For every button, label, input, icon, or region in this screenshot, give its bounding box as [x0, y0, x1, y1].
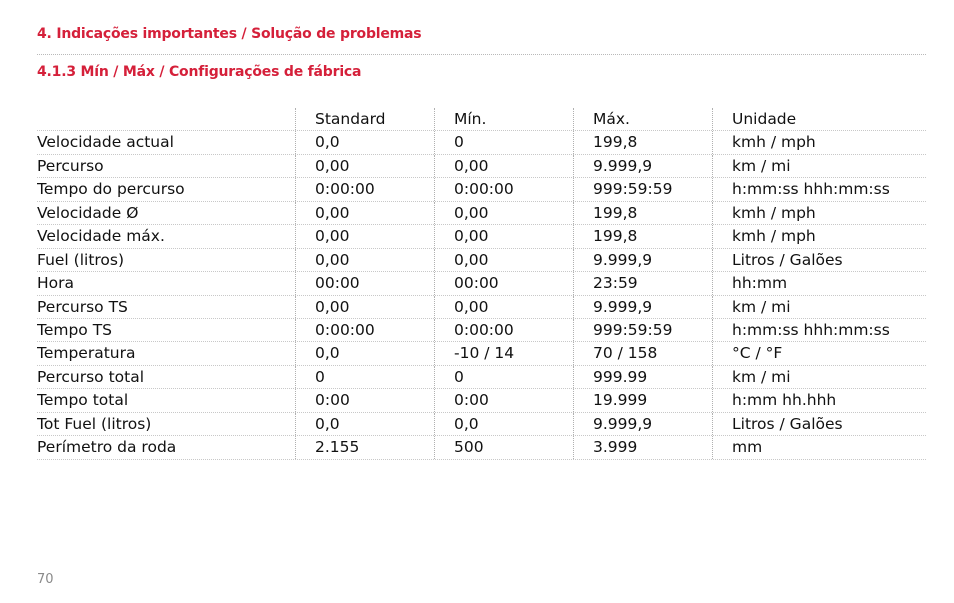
cell-standard: 0,00 — [295, 202, 434, 224]
cell-unit: km / mi — [712, 155, 926, 177]
cell-unit: kmh / mph — [712, 202, 926, 224]
cell-unit: mm — [712, 436, 926, 458]
table-row — [37, 155, 926, 178]
cell-standard: 0:00 — [295, 389, 434, 411]
table-row — [37, 319, 926, 342]
cell-standard: 0,0 — [295, 413, 434, 435]
table-row — [37, 389, 926, 412]
table-row — [37, 436, 926, 459]
table-row — [37, 178, 926, 201]
cell-label: Perímetro da roda — [37, 438, 177, 457]
cell-standard: 0:00:00 — [295, 178, 434, 200]
cell-standard: 0 — [295, 366, 434, 388]
cell-max: 9.999,9 — [573, 249, 712, 271]
table-row — [37, 131, 926, 154]
cell-max: 999:59:59 — [573, 178, 712, 200]
cell-max: 9.999,9 — [573, 413, 712, 435]
cell-standard: 2.155 — [295, 436, 434, 458]
cell-min: 0 — [434, 366, 573, 388]
cell-max: 199,8 — [573, 202, 712, 224]
table-row — [37, 366, 926, 389]
cell-min: 00:00 — [434, 272, 573, 294]
subsection-title: 4.1.3 Mín / Máx / Configurações de fábrica — [37, 64, 362, 80]
cell-standard: 00:00 — [295, 272, 434, 294]
cell-label: Tot Fuel (litros) — [37, 414, 152, 433]
table-row — [37, 272, 926, 295]
cell-label: Percurso — [37, 156, 104, 175]
table-row — [37, 225, 926, 248]
header-cell-standard: Standard — [295, 108, 434, 130]
cell-unit: h:mm hh.hhh — [712, 389, 926, 411]
cell-label: Velocidade actual — [37, 133, 174, 152]
cell-min: 0:00:00 — [434, 319, 573, 341]
cell-label: Temperatura — [37, 344, 136, 363]
cell-unit: °C / °F — [712, 342, 926, 364]
cell-standard: 0:00:00 — [295, 319, 434, 341]
settings-table — [37, 108, 926, 460]
cell-standard: 0,0 — [295, 131, 434, 153]
cell-unit: Litros / Galões — [712, 249, 926, 271]
cell-label: Velocidade Ø — [37, 203, 139, 222]
cell-standard: 0,00 — [295, 225, 434, 247]
cell-min: 0,0 — [434, 413, 573, 435]
cell-unit: km / mi — [712, 366, 926, 388]
cell-max: 23:59 — [573, 272, 712, 294]
header-cell-min: Mín. — [434, 108, 573, 130]
cell-standard: 0,0 — [295, 342, 434, 364]
cell-standard: 0,00 — [295, 249, 434, 271]
table-row — [37, 202, 926, 225]
cell-unit: hh:mm — [712, 272, 926, 294]
cell-label: Hora — [37, 274, 75, 293]
cell-min: 0,00 — [434, 155, 573, 177]
cell-max: 9.999,9 — [573, 296, 712, 318]
cell-max: 199,8 — [573, 131, 712, 153]
cell-min: 0,00 — [434, 249, 573, 271]
cell-standard: 0,00 — [295, 155, 434, 177]
cell-max: 70 / 158 — [573, 342, 712, 364]
header-cell-label — [37, 108, 295, 130]
cell-label: Percurso total — [37, 367, 145, 386]
cell-min: -10 / 14 — [434, 342, 573, 364]
table-row — [37, 296, 926, 319]
table-row — [37, 413, 926, 436]
cell-unit: kmh / mph — [712, 131, 926, 153]
cell-max: 999.99 — [573, 366, 712, 388]
cell-min: 0,00 — [434, 296, 573, 318]
section-title: 4. Indicações importantes / Solução de problemas — [37, 26, 422, 42]
page-number: 70 — [37, 572, 54, 587]
cell-max: 9.999,9 — [573, 155, 712, 177]
cell-label: Fuel (litros) — [37, 250, 125, 269]
section-divider — [37, 54, 926, 55]
cell-min: 0 — [434, 131, 573, 153]
table-body — [37, 131, 926, 459]
cell-unit: km / mi — [712, 296, 926, 318]
header-cell-unit: Unidade — [712, 108, 926, 130]
cell-min: 500 — [434, 436, 573, 458]
cell-unit: kmh / mph — [712, 225, 926, 247]
table-row — [37, 249, 926, 272]
cell-unit: h:mm:ss hhh:mm:ss — [712, 178, 926, 200]
cell-min: 0,00 — [434, 202, 573, 224]
cell-label: Percurso TS — [37, 297, 128, 316]
cell-unit: Litros / Galões — [712, 413, 926, 435]
cell-label: Tempo do percurso — [37, 180, 185, 199]
cell-label: Tempo TS — [37, 320, 113, 339]
table-header-row — [37, 108, 926, 131]
cell-label: Velocidade máx. — [37, 227, 165, 246]
table-row — [37, 342, 926, 365]
cell-max: 199,8 — [573, 225, 712, 247]
cell-min: 0:00 — [434, 389, 573, 411]
cell-label: Tempo total — [37, 391, 129, 410]
cell-min: 0,00 — [434, 225, 573, 247]
cell-max: 19.999 — [573, 389, 712, 411]
header-cell-max: Máx. — [573, 108, 712, 130]
cell-max: 3.999 — [573, 436, 712, 458]
cell-standard: 0,00 — [295, 296, 434, 318]
cell-min: 0:00:00 — [434, 178, 573, 200]
cell-unit: h:mm:ss hhh:mm:ss — [712, 319, 926, 341]
cell-max: 999:59:59 — [573, 319, 712, 341]
